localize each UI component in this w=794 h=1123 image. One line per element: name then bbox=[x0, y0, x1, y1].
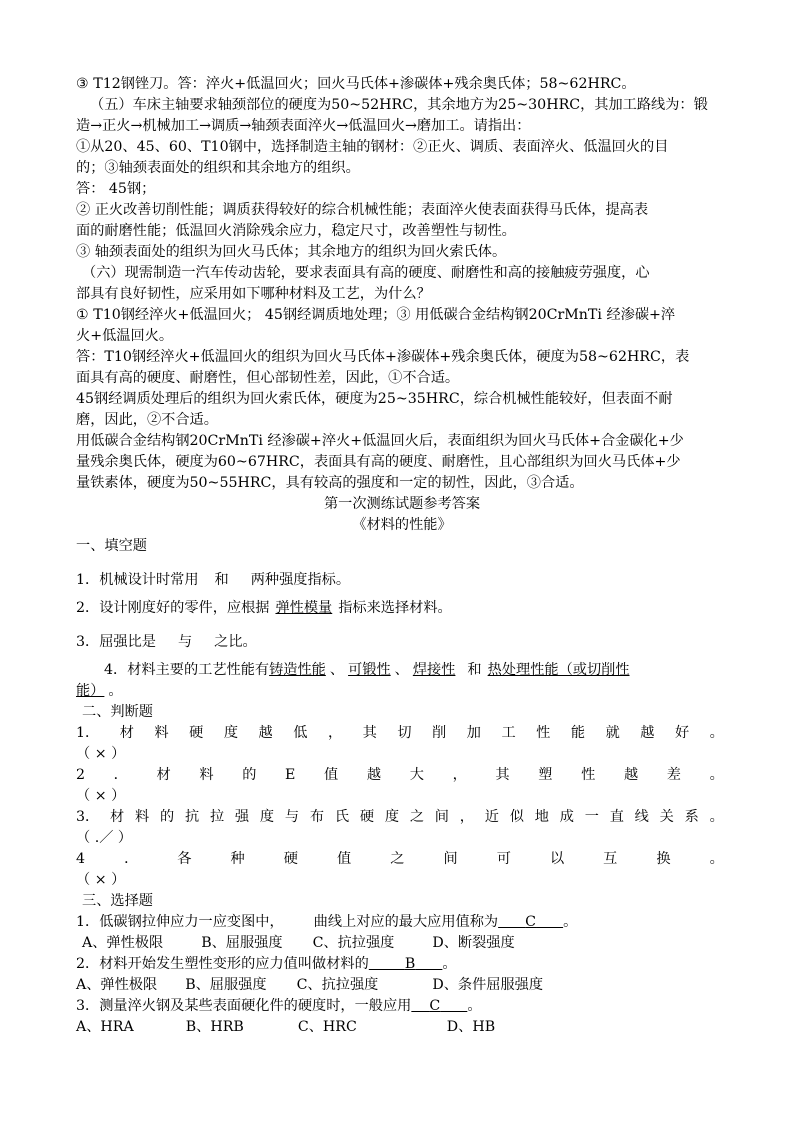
choice-question-1: 1．低碳钢拉伸应力一应变图中， 曲线上对应的最大应用值称为 C 。 bbox=[76, 914, 578, 930]
judge-question-4: 4 ． 各 种 硬 值 之 间 可 以 互 换 。 bbox=[76, 851, 724, 867]
paragraph-line: （五）车床主轴要求轴颈部位的硬度为50~52HRC，其余地方为25~30HRC，其加工路线为：锻 bbox=[90, 97, 708, 113]
choice-options-2: A、弹性极限 B、屈服强度 C、抗拉强度 D、条件屈服强度 bbox=[76, 977, 544, 993]
answer-blank: 可锻性 bbox=[348, 662, 391, 678]
paragraph-line: 用低碳合金结构钢20CrMnTi 经渗碳+淬火+低温回火后，表面组织为回火马氏体+合金碳化+少 bbox=[76, 433, 684, 449]
answer-blank: C bbox=[429, 998, 441, 1014]
heading-choice: 三、选择题 bbox=[82, 893, 153, 909]
answer-blank: 焊接性 bbox=[412, 662, 456, 678]
paragraph-line: 部具有良好韧性，应采用如下哪种材料及工艺，为什么？ bbox=[76, 286, 431, 302]
paragraph-line: ③ 轴颈表面处的组织为回火马氏体；其余地方的组织为回火索氏体。 bbox=[76, 244, 507, 260]
section-title: 第一次测练试题参考答案 bbox=[323, 496, 481, 512]
judge-question-1: 1． 材 料 硬 度 越 低 ， 其 切 削 加 工 性 能 就 越 好 。 bbox=[76, 725, 724, 741]
judge-question-2: 2 ． 材 料 的 E 值 越 大 ， 其 塑 性 越 差 。 bbox=[76, 767, 724, 783]
heading-true-false: 二、判断题 bbox=[82, 704, 153, 720]
choice-question-3: 3．测量淬火钢及某些表面硬化件的硬度时，一般应用 C 。 bbox=[76, 998, 482, 1014]
paragraph-line: 45钢经调质处理后的组织为回火索氏体，硬度为25~35HRC，综合机械性能较好，但表面不耐 bbox=[76, 391, 673, 407]
answer-blank: 弹性模量 bbox=[275, 600, 333, 616]
fill-question-3: 3．屈强比是 与 之比。 bbox=[76, 634, 257, 650]
paragraph-line: 造→正火→机械加工→调质→轴颈表面淬火→低温回火→磨加工。请指出： bbox=[76, 118, 531, 134]
judge-answer-2: （ × ） bbox=[76, 788, 126, 804]
paragraph-line: ③ T12钢锉刀。答：淬火+低温回火；回火马氏体+渗碳体+残余奥氏体；58~62HRC。 bbox=[76, 76, 636, 92]
paragraph-line: 量铁素体，硬度为50~55HRC，具有较高的强度和一定的韧性，因此，③合适。 bbox=[76, 475, 584, 491]
fill-question-4: 4．材料主要的工艺性能有铸造性能 、 可锻性 、 焊接性 和 热处理性能（或切削性 bbox=[104, 662, 630, 678]
paragraph-line: （六）现需制造一汽车传动齿轮，要求表面具有高的硬度、耐磨性和高的接触疲劳强度，心 bbox=[82, 265, 650, 281]
fill-question-2: 2．设计刚度好的零件，应根据 弹性模量 指标来选择材料。 bbox=[76, 600, 452, 616]
paragraph-line: 答：T10钢经淬火+低温回火的组织为回火马氏体+渗碳体+残余奥氏体，硬度为58~62HRC，表 bbox=[76, 349, 690, 365]
choice-options-1: A、弹性极限 B、屈服强度 C、抗拉强度 D、断裂强度 bbox=[82, 935, 515, 951]
answer-blank: 铸造性能 bbox=[269, 662, 326, 678]
paragraph-line: 磨，因此，②不合适。 bbox=[76, 412, 218, 428]
choice-question-2: 2．材料开始发生塑性变形的应力值叫做材料的 B 。 bbox=[76, 956, 457, 972]
paragraph-line: ① T10钢经淬火+低温回火； 45钢经调质地处理；③ 用低碳合金结构钢20CrMnTi 经渗碳+淬 bbox=[76, 307, 676, 323]
judge-question-3: 3． 材 料 的 抗 拉 强 度 与 布 氏 硬 度 之 间 ， 近 似 地 成 一 直 线 关 系 。 bbox=[76, 809, 724, 825]
fill-question-4-cont: 能） 。 bbox=[76, 683, 123, 699]
paragraph-line: 答： 45钢； bbox=[76, 181, 156, 197]
fill-question-1: 1．机械设计时常用 和 两种强度指标。 bbox=[76, 572, 351, 588]
paragraph-line: 火+低温回火。 bbox=[76, 328, 174, 344]
paragraph-line: 面具有高的硬度、耐磨性，但心部韧性差，因此，①不合适。 bbox=[76, 370, 460, 386]
judge-answer-4: （ × ） bbox=[76, 872, 126, 888]
answer-blank: 热处理性能（或切削性 bbox=[487, 662, 630, 678]
answer-blank: 能） bbox=[76, 683, 105, 699]
heading-fill-in: 一、填空题 bbox=[76, 538, 147, 554]
paragraph-line: ①从20、45、60、T10钢中，选择制造主轴的钢材：②正火、调质、表面淬火、低温回火的目 bbox=[76, 139, 669, 155]
answer-blank: C bbox=[525, 914, 537, 930]
section-subtitle: 《材料的性能》 bbox=[352, 517, 452, 533]
answer-blank: B bbox=[404, 956, 416, 972]
paragraph-line: ② 正火改善切削性能；调质获得较好的综合机械性能；表面淬火使表面获得马氏体，提高表 bbox=[76, 202, 649, 218]
paragraph-line: 面的耐磨性能；低温回火消除残余应力，稳定尺寸，改善塑性与韧性。 bbox=[76, 223, 516, 239]
judge-answer-1: （ × ） bbox=[76, 746, 126, 762]
judge-answer-3: （ .／ ） bbox=[76, 830, 133, 846]
paragraph-line: 量残余奥氏体，硬度为60~67HRC，表面具有高的硬度、耐磨性，且心部组织为回火马氏体+少 bbox=[76, 454, 681, 470]
choice-options-3: A、HRA B、HRB C、HRC D、HB bbox=[76, 1019, 496, 1035]
paragraph-line: 的；③轴颈表面处的组织和其余地方的组织。 bbox=[76, 160, 360, 176]
